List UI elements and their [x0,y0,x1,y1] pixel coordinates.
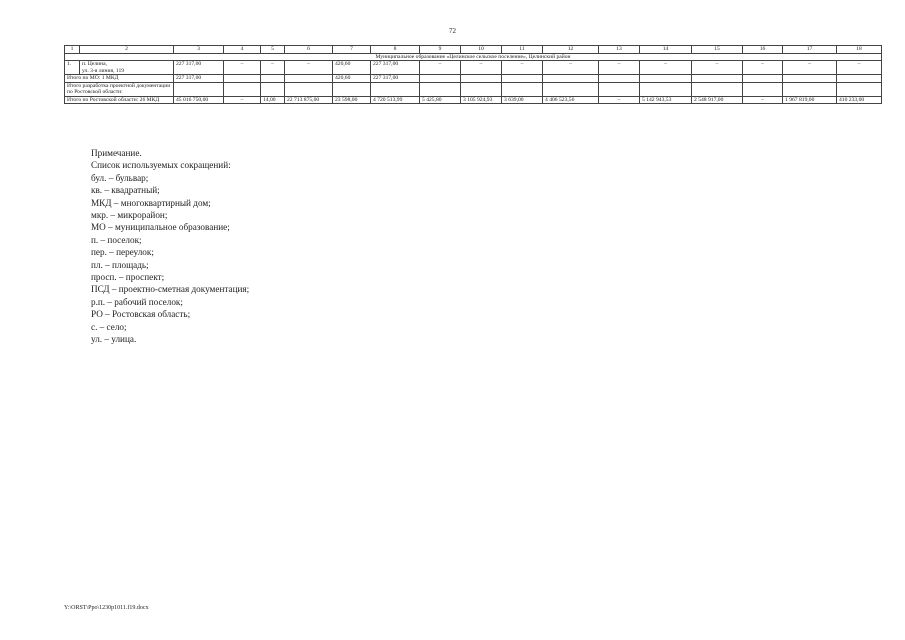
row-name: Итого по МО: 1 МКД [65,75,174,82]
table-cell: 2 548 917,00 [692,96,743,103]
table-cell: – [502,61,543,75]
table-cell [640,75,692,82]
table-row [65,75,882,82]
table-cell: 5 142 943,53 [640,96,692,103]
table-cell [285,75,333,82]
table-cell: – [461,61,502,75]
table-cell: – [543,61,599,75]
table-cell [461,75,502,82]
table-cell [420,82,461,96]
row-name [80,61,174,75]
abbreviation-item: ул. – улица. [91,334,137,345]
table-cell [461,82,502,96]
table-cell: 227 317,00 [174,75,224,82]
table-cell [420,75,461,82]
table-cell: 227 317,00 [371,61,420,75]
table-cell [285,82,333,96]
table-cell [640,82,692,96]
row-name-line: п. Целина, [82,61,107,68]
column-number: 4 [224,46,261,54]
notes-title: Примечание. [91,148,142,158]
table-cell: – [837,61,882,75]
table-cell [224,75,261,82]
table-cell: – [285,61,333,75]
abbreviation-item: п. – поселок; [91,234,142,245]
table-cell: – [640,61,692,75]
table-cell: – [783,61,837,75]
table-cell: 420,60 [333,61,371,75]
abbreviation-item: МО – муниципальное образование; [91,222,230,233]
table-row [65,82,882,96]
column-number: 6 [285,46,333,54]
table-row [65,96,882,103]
column-number: 8 [371,46,420,54]
column-number: 18 [837,46,882,54]
column-number: 5 [261,46,285,54]
table-cell: 3 639,00 [502,96,543,103]
table-cell: 22 713 875,00 [285,96,333,103]
abbreviation-item: просп. – проспект; [91,272,165,283]
table-cell [599,82,640,96]
abbreviations-title: Список используемых сокращений: [91,160,231,171]
table-cell: – [224,96,261,103]
notes-section [91,147,249,346]
table-cell: – [420,61,461,75]
abbreviation-item: кв. – квадратный; [91,185,160,196]
table-cell: 14,00 [261,96,285,103]
column-number-row [65,46,882,54]
table-cell: 4 720 513,99 [371,96,420,103]
column-number: 12 [543,46,599,54]
abbreviation-item: пл. – площадь; [91,259,149,270]
table-cell: – [599,61,640,75]
abbreviation-item: с. – село; [91,321,127,332]
table-cell [371,82,420,96]
table-cell [543,75,599,82]
table-cell [174,82,224,96]
table-cell: – [224,61,261,75]
column-number: 13 [599,46,640,54]
table-cell [599,75,640,82]
table-cell: 4 406 523,56 [543,96,599,103]
table-cell [333,82,371,96]
abbreviation-item: мкр. – микрорайон; [91,210,168,221]
column-number: 17 [783,46,837,54]
row-name-line: ул. 3-я линия, 119 [82,67,125,74]
abbreviation-item: ПСД – проектно-сметная документация; [91,284,250,295]
table-cell: 3 105 924,93 [461,96,502,103]
table-cell [692,82,743,96]
table-cell [502,82,543,96]
table-cell [261,75,285,82]
table-row [65,61,882,75]
table-cell: 23 598,00 [333,96,371,103]
table-cell: – [599,96,640,103]
row-name: Итого по Ростовской области: 26 МКД [65,96,174,103]
table-cell: 227 317,00 [371,75,420,82]
column-number: 7 [333,46,371,54]
table-cell [502,75,543,82]
table-cell: – [743,61,783,75]
table-cell: 5 425,80 [420,96,461,103]
table-cell [837,75,882,82]
table-cell [543,82,599,96]
row-name: Итого разработка проектной документации по Ростовской области: [65,82,174,96]
column-number: 10 [461,46,502,54]
column-number: 1 [65,46,80,54]
column-number: 3 [174,46,224,54]
column-number: 16 [743,46,783,54]
row-number: 1. [65,61,80,75]
column-number: 9 [420,46,461,54]
table-cell [743,75,783,82]
table-cell [837,82,882,96]
section-title: Муниципальное образование «Целинское сельское поселение», Целинский район [65,54,882,61]
section-row [65,54,882,61]
table-cell [261,82,285,96]
table-cell: – [261,61,285,75]
abbreviation-item: РО – Ростовская область; [91,309,191,320]
table-cell: 1 967 819,00 [783,96,837,103]
column-number: 11 [502,46,543,54]
table-cell: 227 317,00 [174,61,224,75]
page-number: 72 [449,27,456,35]
column-number: 2 [80,46,174,54]
footer-file-path: Y:\ORST\Ppo\1230p1011.f19.docx [64,605,149,611]
table-cell [743,82,783,96]
table-cell [783,82,837,96]
table-cell: – [692,61,743,75]
table-cell: 410 233,00 [837,96,882,103]
table-cell: 420,60 [333,75,371,82]
table-cell: 45 016 750,00 [174,96,224,103]
abbreviation-item: МКД – многоквартирный дом; [91,197,211,208]
table-cell [224,82,261,96]
column-number: 14 [640,46,692,54]
abbreviation-item: р.п. – рабочий поселок; [91,296,183,307]
column-number: 15 [692,46,743,54]
data-table [64,45,882,104]
abbreviation-item: бул. – бульвар; [91,172,149,183]
table-cell [692,75,743,82]
table-cell: – [743,96,783,103]
abbreviation-item: пер. – переулок; [91,247,154,258]
table-cell [783,75,837,82]
